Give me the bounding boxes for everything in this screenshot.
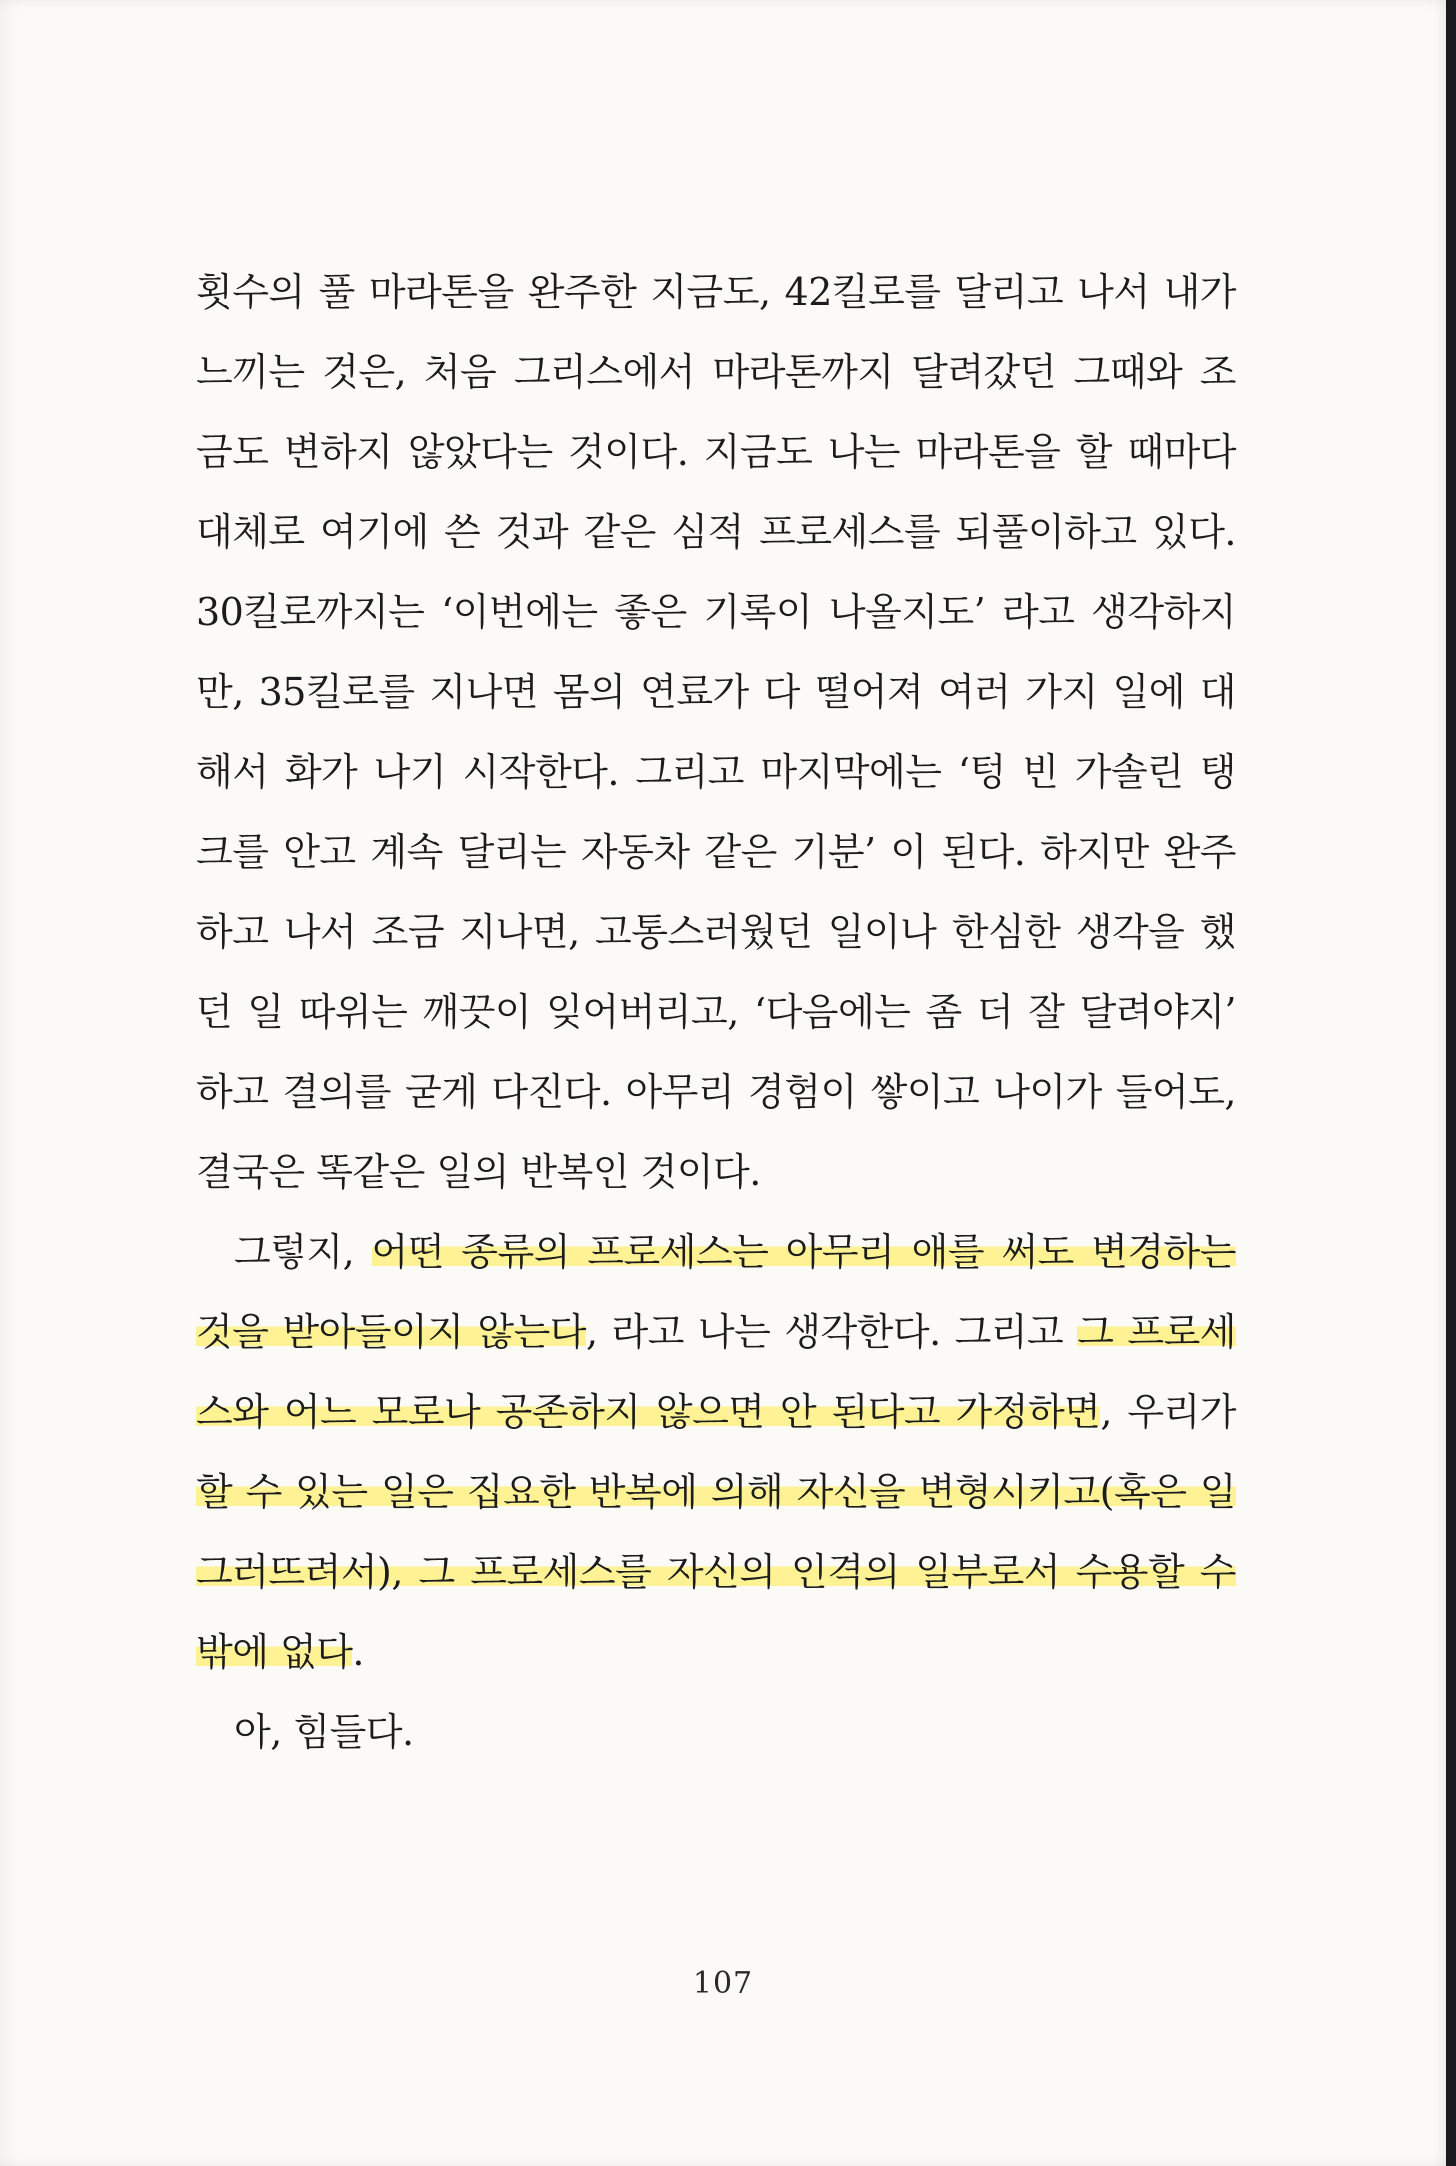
text-line: [196, 1302, 1236, 1382]
highlighted-text: 그러뜨려서), 그 프로세스를 자신의 인격의 일부로서 수용할 수: [196, 1550, 1236, 1594]
highlighted-text: 그 프로세: [1077, 1310, 1237, 1354]
text-line: 대체로 여기에 쓴 것과 같은 심적 프로세스를 되풀이하고 있다.: [196, 510, 1236, 554]
text-line: [196, 1462, 1236, 1542]
text-line: [196, 1382, 1236, 1462]
text-line: 아, 힘들다.: [234, 1710, 414, 1754]
page-number: 107: [692, 1966, 754, 2001]
text-segment: .: [352, 1630, 365, 1674]
text-line: 크를 안고 계속 달리는 자동차 같은 기분’ 이 된다. 하지만 완주: [196, 830, 1236, 874]
text-line: 해서 화가 나기 시작한다. 그리고 마지막에는 ‘텅 빈 가솔린 탱: [196, 750, 1236, 794]
text-line: 하고 결의를 굳게 다진다. 아무리 경험이 쌓이고 나이가 들어도,: [196, 1070, 1236, 1114]
text-line: 던 일 따위는 깨끗이 잊어버리고, ‘다음에는 좀 더 잘 달려야지’: [196, 990, 1236, 1034]
highlighted-text: 어떤 종류의 프로세스는 아무리 애를 써도 변경하는: [371, 1230, 1236, 1274]
text-line: [196, 1542, 1236, 1622]
body-text: [196, 262, 1236, 1782]
highlighted-text: 것을 받아들이지 않는다: [196, 1310, 586, 1354]
text-line: 금도 변하지 않았다는 것이다. 지금도 나는 마라톤을 할 때마다: [196, 430, 1236, 474]
text-line: 결국은 똑같은 일의 반복인 것이다.: [196, 1150, 761, 1194]
text-segment: 그렇지,: [234, 1230, 372, 1274]
highlighted-text: 스와 어느 모로나 공존하지 않으면 안 된다고 가정하면: [196, 1390, 1101, 1434]
text-segment: , 우리가: [1100, 1390, 1236, 1434]
text-line: 만, 35킬로를 지나면 몸의 연료가 다 떨어져 여러 가지 일에 대: [196, 670, 1236, 714]
text-line: 느끼는 것은, 처음 그리스에서 마라톤까지 달려갔던 그때와 조: [196, 350, 1236, 394]
highlighted-text: 할 수 있는 일은 집요한 반복에 의해 자신을 변형시키고(혹은 일: [196, 1470, 1236, 1514]
text-line: [196, 1222, 1236, 1302]
text-line: 횟수의 풀 마라톤을 완주한 지금도, 42킬로를 달리고 나서 내가: [196, 270, 1236, 314]
text-line: 하고 나서 조금 지나면, 고통스러웠던 일이나 한심한 생각을 했: [196, 910, 1236, 954]
text-line: [196, 1622, 1236, 1702]
text-segment: , 라고 나는 생각한다. 그리고: [586, 1310, 1078, 1354]
highlighted-text: 밖에 없다: [196, 1630, 353, 1674]
text-line: 30킬로까지는 ‘이번에는 좋은 기록이 나올지도’ 라고 생각하지: [196, 590, 1236, 634]
